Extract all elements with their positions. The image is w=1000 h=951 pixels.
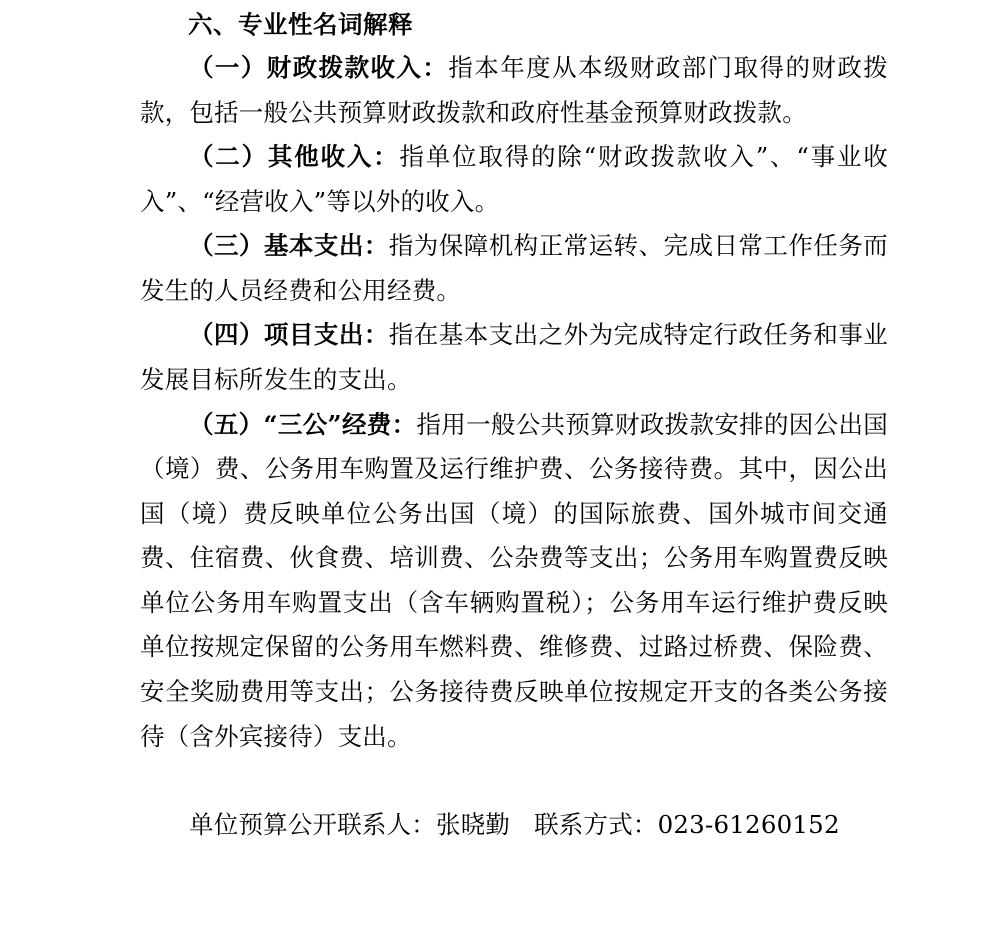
contact-label: 单位预算公开联系人：: [189, 810, 436, 840]
paragraph-3-lead: （三）基本支出：: [189, 231, 389, 261]
paragraph-5: [140, 403, 888, 760]
contact-name: 张晓勤: [436, 810, 511, 840]
phone-value: 023-61260152: [657, 810, 840, 840]
paragraph-1-body: 指本年度从本级财政部门取得的财政拨款，包括一般公共预算财政拨款和政府性基金预算财政拨款。: [140, 52, 888, 127]
paragraph-1-lead: （一）财政拨款收入：: [189, 52, 449, 82]
paragraph-4-lead: （四）项目支出：: [189, 320, 389, 350]
paragraph-1: [140, 46, 888, 135]
phone-label: 联系方式：: [534, 810, 658, 840]
paragraph-5-lead: （五）“三公”经费：: [189, 409, 417, 439]
paragraph-4-body: 指在基本支出之外为完成特定行政任务和事业发展目标所发生的支出。: [140, 320, 888, 395]
contact-line: [140, 803, 888, 848]
paragraph-2-lead: （二）其他收入：: [189, 142, 400, 172]
paragraph-3: [140, 224, 888, 313]
paragraph-2-body: 指单位取得的除“财政拨款收入”、“事业收入”、“经营收入”等以外的收入。: [140, 142, 888, 216]
paragraph-3-body: 指为保障机构正常运转、完成日常工作任务而发生的人员经费和公用经费。: [140, 231, 888, 305]
page-title: 六、专业性名词解释: [188, 10, 413, 39]
paragraph-4: [140, 313, 888, 402]
paragraph-5-body: 指用一般公共预算财政拨款安排的因公出国（境）费、公务用车购置及运行维护费、公务接待费。其中，因公出国（境）费反映单位公务出国（境）的国际旅费、国外城市间交通费、住宿费、伙食费、培训费、公杂费等支出；公务用车购置费反映单位公务用车购置支出（含车辆购置税）；公务用车运行维护费反映单位按规定保留的公务用车燃料费、维修费、过路过桥费、保险费、安全奖励费用等支出；公务接待费反映单位按规定开支的各类公务接待（含外宾接待）支出。: [140, 409, 888, 751]
contact-block: [140, 803, 888, 848]
paragraph-2: [140, 135, 888, 224]
